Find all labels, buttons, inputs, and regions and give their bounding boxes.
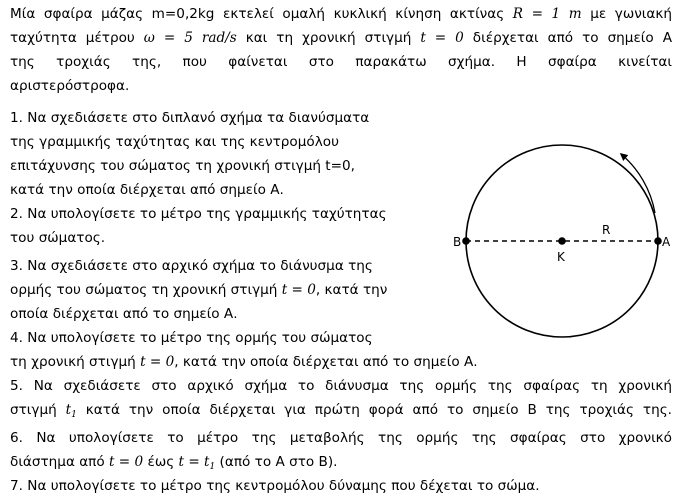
time-t1 — [66, 402, 77, 418]
t1-subscript: 1 — [209, 462, 216, 472]
question-5-line-2 — [10, 398, 672, 427]
label-a: Α — [662, 235, 671, 249]
question-text: στιγμή — [10, 402, 66, 418]
question-text: ορμής του σώματος τη χρονική στιγμή — [10, 282, 282, 298]
question-1-line-4: κατά την οποία διέρχεται από σημείο Α. — [10, 182, 284, 198]
center-k-dot — [558, 237, 566, 245]
intro-text: Μία σφαίρα μάζας m=0,2kg εκτελεί ομαλή κυκλική κίνηση ακτίνας — [10, 6, 513, 22]
question-2-line-2: του σώματος. — [10, 230, 106, 246]
intro-text: διέρχεται από το σημείο Α — [463, 30, 672, 46]
time-zero: t = 0 — [140, 354, 175, 370]
time-zero: t = 0 — [281, 282, 316, 298]
t1-subscript: 1 — [71, 410, 77, 420]
question-text: έως — [143, 454, 179, 470]
question-1-line-2: της γραμμικής ταχύτητας και της κεντρομόλου — [10, 134, 339, 150]
question-3-line-1: 3. Να σχεδιάσετε στο αρχικό σχήμα το διάνυσμα της — [10, 258, 373, 274]
intro-text: και τη χρονική στιγμή — [236, 30, 421, 46]
t1-symbol: t — [65, 402, 72, 418]
intro-line-1 — [10, 2, 672, 26]
question-text: , κατά την οποία διέρχεται από το σημείο Α. — [174, 354, 478, 370]
angular-velocity-equation: ω = 5 rad/s — [143, 30, 237, 46]
question-4-line-1: 4. Να υπολογίσετε το μέτρο της ορμής του σώματος — [10, 330, 373, 346]
question-6-line-1: 6. Να υπολογίσετε το μέτρο της μεταβολής της ορμής της σφαίρας στο χρονικό — [10, 430, 672, 446]
t1-symbol: t = t — [178, 454, 210, 470]
label-r: R — [602, 223, 611, 237]
question-text: τη χρονική στιγμή — [10, 354, 141, 370]
label-b: Β — [453, 235, 462, 249]
label-k: Κ — [557, 250, 565, 264]
intro-line-3: της τροχιάς της, που φαίνεται στο παρακάτω σχήμα. Η σφαίρα κινείται — [10, 54, 672, 70]
question-5-line-1: 5. Να σχεδιάσετε στο αρχικό σχήμα το διάνυσμα της ορμής της σφαίρας τη χρονική — [10, 378, 672, 394]
point-a-dot — [654, 237, 662, 245]
question-4-line-2 — [10, 350, 478, 374]
question-7-line-1: 7. Να υπολογίσετε το μέτρο της κεντρομόλου δύναμης που δέχεται το σώμα. — [10, 478, 540, 494]
question-1-line-1: 1. Να σχεδιάσετε στο διπλανό σχήμα τα διανύσματα — [10, 110, 370, 126]
intro-line-2 — [10, 26, 672, 50]
question-1-line-3: επιτάχυνσης του σώματος τη χρονική στιγμή t=0, — [10, 158, 355, 174]
question-3-line-3: οποία διέρχεται από το σημείο Α. — [10, 306, 238, 322]
point-b-dot — [462, 237, 470, 245]
radius-equation: R = 1 m — [512, 6, 582, 22]
question-text: , κατά την — [315, 282, 388, 298]
question-text: διάστημα από — [10, 454, 110, 470]
time-zero: t = 0 — [420, 30, 464, 46]
question-3-line-2 — [10, 278, 387, 302]
question-2-line-1: 2. Να υπολογίσετε το μέτρο της γραμμικής ταχύτητας — [10, 206, 387, 222]
intro-text: με γωνιακή — [581, 6, 672, 22]
time-zero: t = 0 — [109, 454, 144, 470]
intro-text: ταχύτητα μέτρου — [10, 30, 144, 46]
circle-figure — [440, 130, 680, 370]
intro-line-4: αριστερόστροφα. — [10, 78, 130, 94]
time-t1 — [179, 454, 216, 470]
question-text: (από το Α στο Β). — [215, 454, 338, 470]
question-text: κατά την οποία διέρχεται για πρώτη φορά από το σημείο Β της τροχιάς της. — [76, 402, 673, 418]
